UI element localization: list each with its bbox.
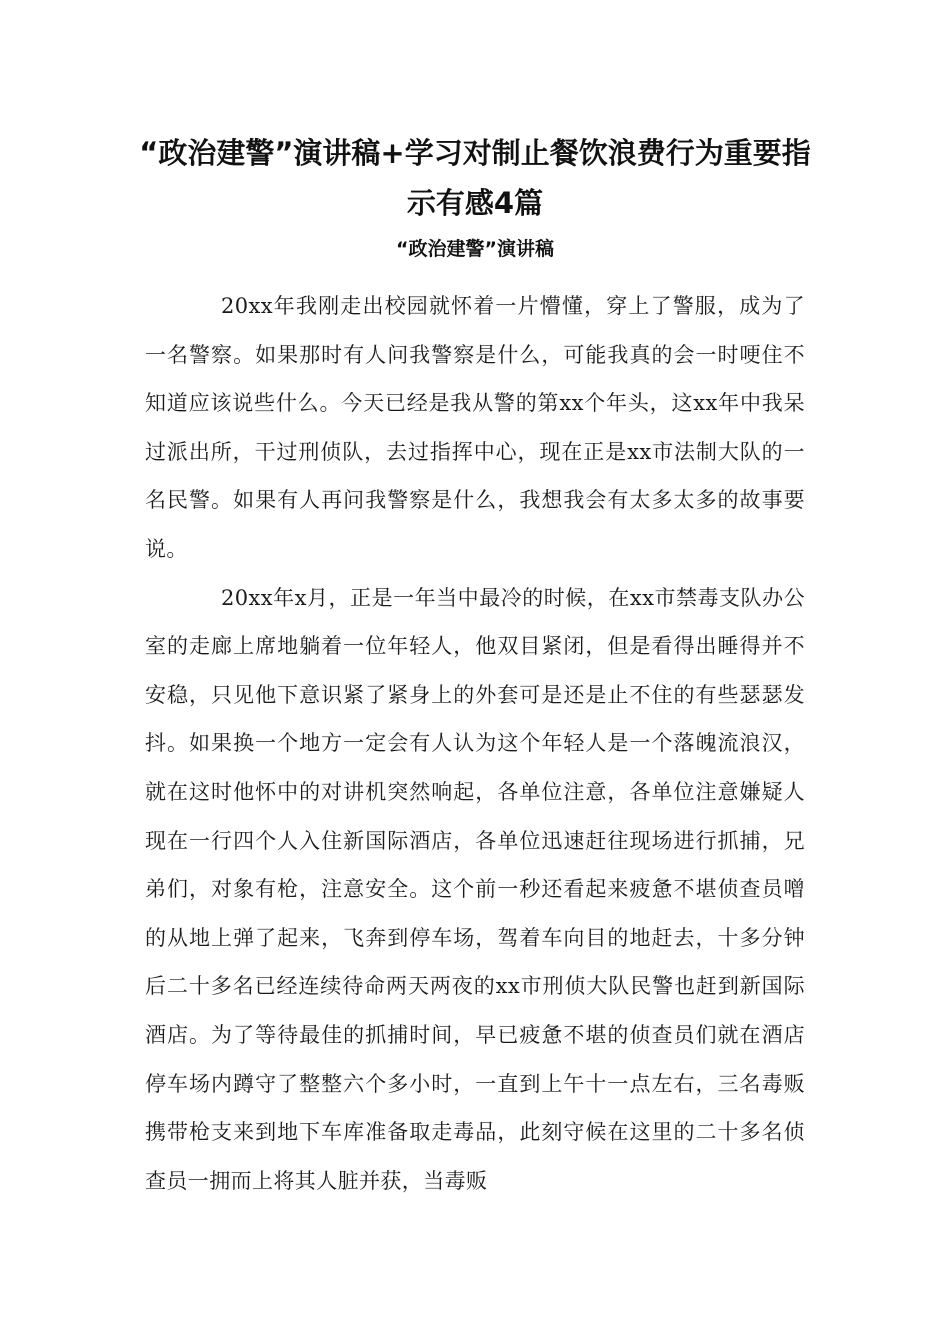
section-subtitle: “政治建警”演讲稿 (396, 238, 554, 260)
document-title: “政治建警”演讲稿+学习对制止餐饮浪费行为重要指示有感4篇 (139, 136, 811, 220)
document-body (145, 282, 805, 1205)
paragraph-2: 20xx年x月，正是一年当中最冷的时候，在xx市禁毒支队办公室的走廊上席地躺着一位年轻人，他双目紧闭，但是看得出睡得并不安稳，只见他下意识紧了紧身上的外套可是还是止不住的有些瑟瑟发抖。如果换一个地方一定会有人认为这个年轻人是一个落魄流浪汉，就在这时他怀中的对讲机突然响起，各单位注意，各单位注意嫌疑人现在一行四个人入住新国际酒店，各单位迅速赶往现场进行抓捕，兄弟们，对象有枪，注意安全。这个前一秒还看起来疲惫不堪侦查员噌的从地上弹了起来，飞奔到停车场，驾着车向目的地赶去，十多分钟后二十多名已经连续待命两天两夜的xx市刑侦大队民警也赶到新国际酒店。为了等待最佳的抓捕时间，早已疲惫不堪的侦查员们就在酒店停车场内蹲守了整整六个多小时，一直到上午十一点左右，三名毒贩携带枪支来到地下车库准备取走毒品，此刻守候在这里的二十多名侦查员一拥而上将其人脏并获，当毒贩 (145, 585, 805, 1193)
paragraph-1: 20xx年我刚走出校园就怀着一片懵懂，穿上了警服，成为了一名警察。如果那时有人问我警察是什么，可能我真的会一时哽住不知道应该说些什么。今天已经是我从警的第xx个年头，这xx年中我呆过派出所，干过刑侦队，去过指挥中心，现在正是xx市法制大队的一名民警。如果有人再问我警察是什么，我想我会有太多太多的故事要说。 (145, 294, 805, 561)
